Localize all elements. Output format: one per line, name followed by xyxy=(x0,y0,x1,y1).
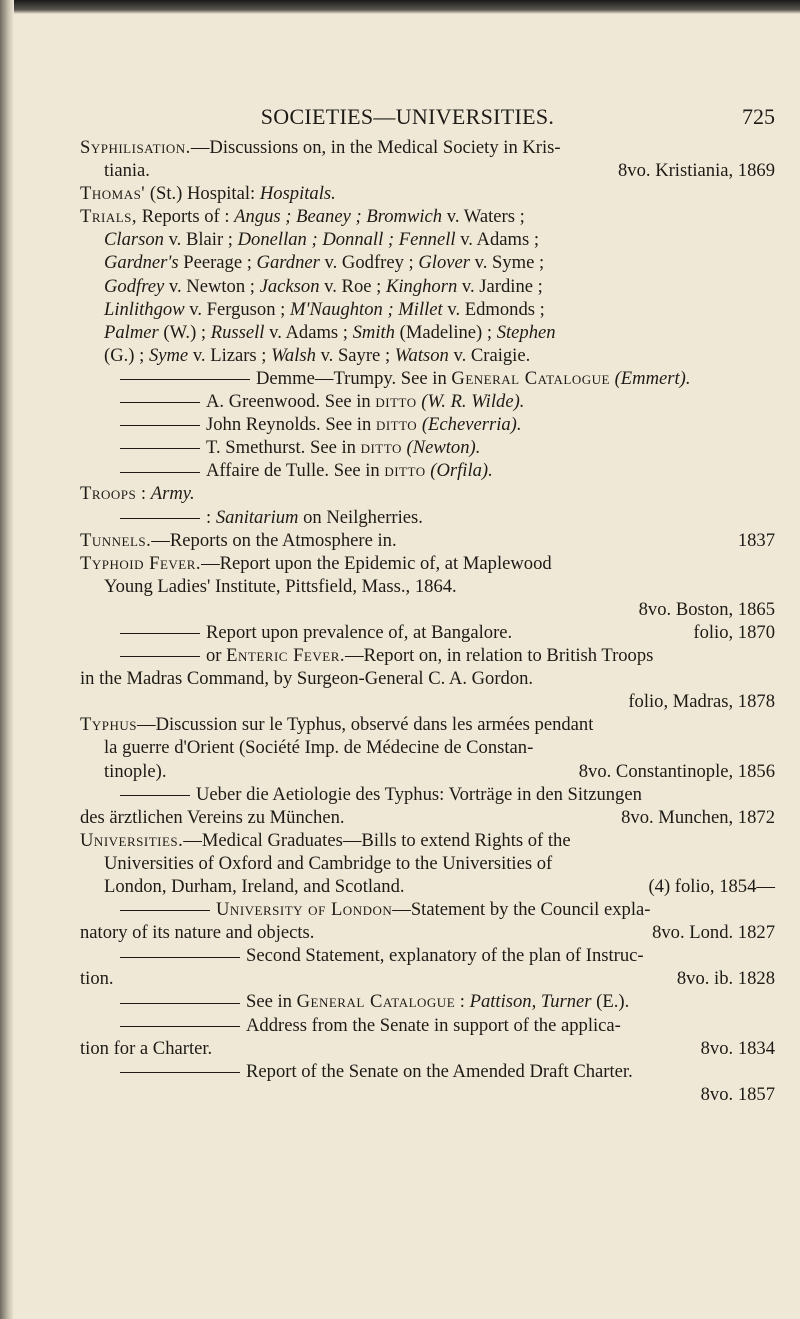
entry-imprint: 8vo. ib. 1828 xyxy=(676,968,775,990)
troops-sub-entry xyxy=(80,506,775,529)
entry-heading: Trials, xyxy=(80,206,138,228)
sub-entry-text: —Statement by the Council expla- xyxy=(392,899,651,921)
case-name: Gardner's xyxy=(104,252,179,274)
university-of-london-sub-entry xyxy=(80,990,775,1013)
case-text: v. Newton ; xyxy=(164,275,260,297)
trials-sub-entry xyxy=(80,390,775,413)
case-name: Clarson xyxy=(104,229,164,251)
cross-reference: (W. R. Wilde). xyxy=(421,391,525,413)
entry-typhus xyxy=(80,713,775,782)
ditto-rule xyxy=(120,518,200,519)
entry-typhoid-fever xyxy=(80,552,775,621)
cross-reference: Sanitarium xyxy=(215,506,299,528)
entry-heading: Universities. xyxy=(80,829,184,851)
sub-entry-text: tion for a Charter. xyxy=(80,1037,213,1059)
sub-entry-text: T. Smethurst. See in xyxy=(206,437,361,459)
entry-imprint: 8vo. Constantinople, 1856 xyxy=(578,760,775,782)
case-text: v. Lizars ; xyxy=(188,344,272,366)
typhus-sub-entry xyxy=(80,783,775,829)
case-text: v. Jardine ; xyxy=(457,275,543,297)
case-name: Donellan ; Donnall ; Fennell xyxy=(237,229,456,251)
sub-entry-text: natory of its nature and objects. xyxy=(80,922,315,944)
university-of-london-sub-entry xyxy=(80,1060,775,1106)
sub-entry-text: Second Statement, explanatory of the plan of Instruc- xyxy=(246,945,644,967)
entry-text: —Report upon the Epidemic of, at Maplewood xyxy=(201,552,552,574)
typhoid-sub-entry xyxy=(80,621,775,644)
entry-imprint: folio, 1870 xyxy=(693,621,775,643)
entry-text: : xyxy=(136,483,151,505)
case-text: (Madeline) ; xyxy=(394,321,497,343)
case-name: Stephen xyxy=(496,321,556,343)
trials-sub-entry xyxy=(80,413,775,436)
trials-sub-entry xyxy=(80,459,775,482)
case-text: v. Ferguson ; xyxy=(184,298,290,320)
ditto-rule xyxy=(120,795,190,796)
cross-reference: (Echeverria). xyxy=(421,414,522,436)
entry-heading: Syphilisation. xyxy=(80,137,191,158)
entry-text: —Reports on the Atmosphere in. xyxy=(151,529,397,551)
running-head: SOCIETIES—UNIVERSITIES. xyxy=(260,104,555,129)
cross-reference: Army. xyxy=(150,483,195,505)
ditto-rule xyxy=(120,379,250,380)
entry-trials xyxy=(80,205,775,367)
university-of-london-sub-entry xyxy=(80,944,775,990)
entry-text: Universities of Oxford and Cambridge to the Universities of xyxy=(104,852,553,874)
sub-entry-text: : xyxy=(455,991,470,1013)
case-text: v. Blair ; xyxy=(163,229,238,251)
entry-imprint: folio, Madras, 1878 xyxy=(628,691,775,713)
ditto-rule xyxy=(120,448,200,449)
entry-heading: Thomas' xyxy=(80,183,146,205)
university-of-london-sub-entry xyxy=(80,1014,775,1060)
catalogue-reference: General Catalogue xyxy=(296,991,456,1013)
ditto-rule xyxy=(120,1003,240,1004)
sub-entry-text: Affaire de Tulle. See in xyxy=(206,460,385,482)
university-of-london-entry xyxy=(80,898,775,944)
case-text: v. Edmonds ; xyxy=(442,298,545,320)
entry-thomas-hospital xyxy=(80,182,775,205)
sub-entry-text: or xyxy=(206,645,227,667)
case-text: v. Adams ; xyxy=(264,321,353,343)
entry-text: —Medical Graduates—Bills to extend Rights of the xyxy=(183,829,571,851)
sub-entry-text: des ärztlichen Vereins zu München. xyxy=(80,806,345,828)
entry-imprint: 8vo. Munchen, 1872 xyxy=(621,806,775,828)
case-name: Palmer xyxy=(104,321,159,343)
catalogue-reference: ditto xyxy=(375,414,418,436)
cross-reference: (Orfila). xyxy=(430,460,493,482)
entry-syphilisation xyxy=(80,136,775,182)
ditto-rule xyxy=(120,472,200,473)
case-text: (W.) ; xyxy=(158,321,211,343)
entry-imprint: 8vo. Kristiania, 1869 xyxy=(618,160,775,182)
sub-entry-text: in the Madras Command, by Surgeon-General C. A. Gordon. xyxy=(80,668,534,690)
case-name: Kinghorn xyxy=(385,275,458,297)
entry-text: —Discussion sur le Typhus, observé dans les armées pendant xyxy=(136,714,594,736)
case-name: Linlithgow xyxy=(104,298,185,320)
case-text: v. Adams ; xyxy=(455,229,540,251)
entry-imprint: 1837 xyxy=(737,529,775,551)
entry-imprint: 8vo. Boston, 1865 xyxy=(638,598,775,620)
entry-heading: Typhoid Fever. xyxy=(80,552,202,574)
entry-heading: Tunnels. xyxy=(80,529,152,551)
ditto-rule xyxy=(120,633,200,634)
case-name: Watson xyxy=(394,344,449,366)
trials-sub-entry xyxy=(80,436,775,459)
entry-text: —Discussions on, in the Medical Society in Kris- xyxy=(190,137,561,158)
case-text: Peerage ; xyxy=(178,252,257,274)
sub-entry-text: Address from the Senate in support of the applica- xyxy=(246,1014,621,1036)
case-name: Glover xyxy=(418,252,470,274)
ditto-rule xyxy=(120,1026,240,1027)
case-text: v. Sayre ; xyxy=(315,344,395,366)
entry-heading: Enteric Fever. xyxy=(226,645,346,667)
ditto-rule xyxy=(120,1072,240,1073)
catalogue-reference: ditto xyxy=(384,460,426,482)
entry-imprint: (4) folio, 1854— xyxy=(648,876,775,897)
sub-entry-text: John Reynolds. See in xyxy=(206,414,376,436)
catalogue-text xyxy=(80,136,775,1106)
case-name: Russell xyxy=(210,321,265,343)
entry-text: London, Durham, Ireland, and Scotland. xyxy=(104,876,405,897)
case-text: (G.) ; xyxy=(104,344,149,366)
page-header xyxy=(40,104,775,134)
trials-sub-entry xyxy=(80,367,775,390)
case-name: Jackson xyxy=(259,275,320,297)
ditto-rule xyxy=(120,425,200,426)
case-name: Godfrey xyxy=(104,275,165,297)
case-text: v. Roe ; xyxy=(319,275,386,297)
entry-imprint: 8vo. Lond. 1827 xyxy=(652,922,775,944)
entry-heading: Typhus xyxy=(80,714,137,736)
page-binding-edge xyxy=(0,0,14,1319)
ditto-rule xyxy=(120,910,210,911)
ditto-rule xyxy=(120,957,240,958)
entry-text: tiania. xyxy=(104,160,150,182)
cross-reference: (Newton). xyxy=(406,437,481,459)
sub-entry-text: on Neilgherries. xyxy=(298,506,423,528)
case-name: Gardner xyxy=(256,252,320,274)
entry-text: tinople). xyxy=(104,760,167,782)
ditto-rule xyxy=(120,656,200,657)
sub-entry-text: Report upon prevalence of, at Bangalore. xyxy=(206,621,513,643)
cross-reference: (Emmert). xyxy=(614,367,691,389)
typhoid-enteric-sub-entry xyxy=(80,644,775,713)
entry-imprint: 8vo. 1857 xyxy=(700,1083,775,1105)
entry-text: (St.) Hospital: xyxy=(145,183,260,205)
catalogue-reference: ditto xyxy=(360,437,402,459)
sub-entry-text: Ueber die Aetiologie des Typhus: Vorträge in den Sitzungen xyxy=(196,783,642,805)
case-name: Angus ; Beaney ; Bromwich xyxy=(234,206,443,228)
sub-entry-text: See in xyxy=(246,991,297,1013)
entry-heading: Troops xyxy=(80,483,137,505)
entry-troops xyxy=(80,482,775,505)
case-name: M'Naughton ; Millet xyxy=(289,298,443,320)
sub-entry-text: tion. xyxy=(80,968,114,990)
entry-text: Reports of : xyxy=(137,206,235,228)
sub-entry-text: Demme—Trumpy. See in xyxy=(256,367,452,389)
cross-reference: Hospitals. xyxy=(259,183,336,205)
case-name: Walsh xyxy=(271,344,316,366)
sub-entry-text: —Report on, in relation to British Troops xyxy=(345,645,654,667)
entry-heading: University of London xyxy=(216,899,393,921)
case-text: v. Godfrey ; xyxy=(319,252,419,274)
entry-tunnels xyxy=(80,529,775,552)
sub-entry-text: Report of the Senate on the Amended Draft Charter. xyxy=(246,1060,633,1082)
entry-text: la guerre d'Orient (Société Imp. de Médecine de Constan- xyxy=(104,737,534,759)
entry-imprint: 8vo. 1834 xyxy=(700,1037,775,1059)
entry-text: Young Ladies' Institute, Pittsfield, Mass., 1864. xyxy=(104,575,457,597)
catalogue-reference: General Catalogue xyxy=(451,367,610,389)
case-text: v. Craigie. xyxy=(448,344,531,366)
book-page xyxy=(40,0,775,1319)
sub-entry-text: (E.). xyxy=(591,991,630,1013)
sub-entry-text: : xyxy=(206,506,216,528)
sub-entry-text: A. Greenwood. See in xyxy=(206,391,376,413)
case-text: v. Waters ; xyxy=(442,206,525,228)
case-text: v. Syme ; xyxy=(469,252,545,274)
case-name: Syme xyxy=(148,344,189,366)
case-name: Smith xyxy=(352,321,395,343)
catalogue-reference: ditto xyxy=(375,391,417,413)
page-number: 725 xyxy=(742,104,775,129)
cross-reference: Pattison, Turner xyxy=(469,991,592,1013)
ditto-rule xyxy=(120,402,200,403)
entry-universities xyxy=(80,829,775,898)
